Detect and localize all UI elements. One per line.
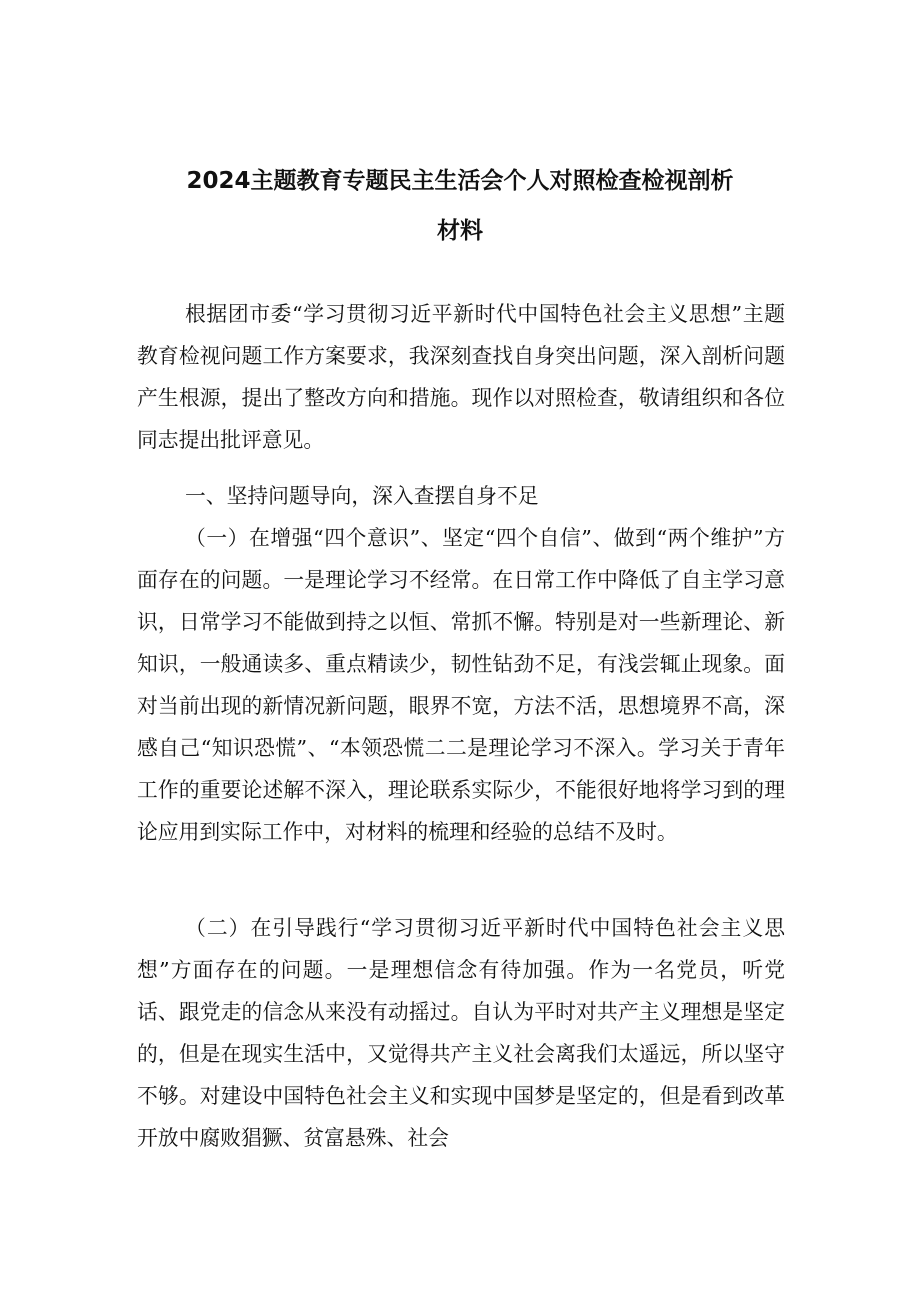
body-paragraph-1: （一）在增强“四个意识”、坚定“四个自信”、做到“两个维护”方面存在的问题。一是理论学习不经常。在日常工作中降低了自主学习意识，日常学习不能做到持之以恒、常抓不懈。特别是对一些新理论、新知识，一般通读多、重点精读少，韧性钻劲不足，有浅尝辄止现象。面对当前出现的新情况新问题，眼界不宽，方法不活，思想境界不高，深感自己“知识恐慌”、“本领恐慌二二是理论学习不深入。学习关于青年工作的重要论述解不深入，理论联系实际少，不能很好地将学习到的理论应用到实际工作中，对材料的梳理和经验的总结不及时。 [137, 526, 785, 844]
section-heading-1: 一、坚持问题导向，深入查摆自身不足 [185, 484, 539, 508]
intro-paragraph: 根据团市委“学习贯彻习近平新时代中国特色社会主义思想”主题教育检视问题工作方案要求，我深刻查找自身突出问题，深入剖析问题产生根源，提出了整改方向和措施。现作以对照检查，敬请组织和各位同志提出批评意见。 [137, 302, 785, 452]
document-title-line-1: 2024主题教育专题民主生活会个人对照检查检视剖析 [186, 168, 734, 194]
body-paragraph-2: （二）在引导践行“学习贯彻习近平新时代中国特色社会主义思想”方面存在的问题。一是理想信念有待加强。作为一名党员，听党话、跟党走的信念从来没有动摇过。自认为平时对共产主义理想是坚定的，但是在现实生活中，又觉得共产主义社会离我们太遥远，所以坚守不够。对建设中国特色社会主义和实现中国梦是坚定的，但是看到改革开放中腐败猖獗、贫富悬殊、社会 [137, 916, 785, 1150]
document-title-line-2: 材料 [437, 218, 483, 244]
